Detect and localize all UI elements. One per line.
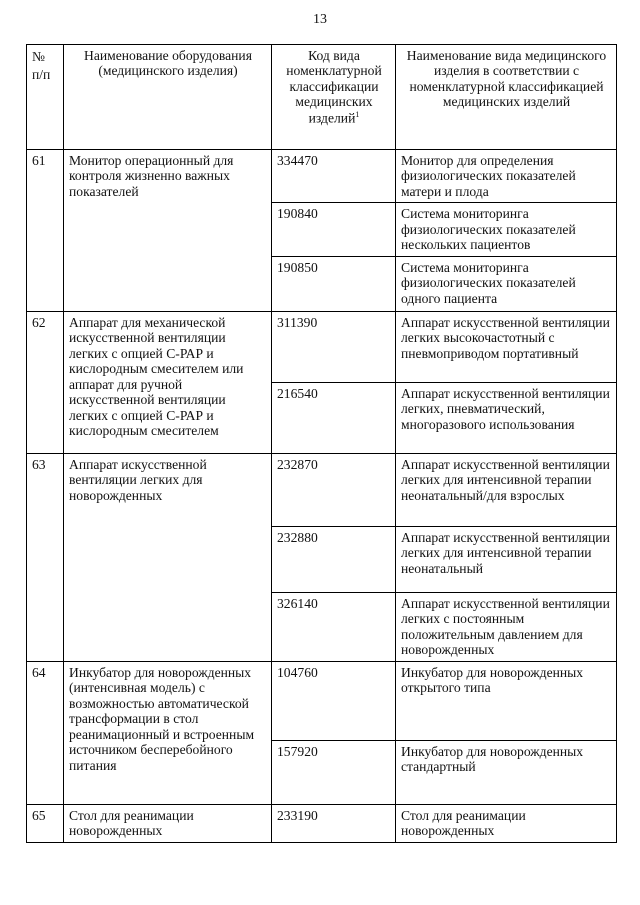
table-row	[27, 804, 617, 842]
row-type: Аппарат искусственной вентиляции легких для интенсивной терапии неонатальный	[396, 526, 617, 592]
row-type: Монитор для определения физиологических показателей матери и плода	[396, 150, 617, 203]
row-code: 190840	[272, 203, 396, 256]
row-type: Инкубатор для новорожденных открытого типа	[396, 661, 617, 740]
row-code: 311390	[272, 311, 396, 382]
row-name: Стол для реанимации новорожденных	[64, 804, 272, 842]
row-num: 65	[27, 804, 64, 842]
row-type: Стол для реанимации новорожденных	[396, 804, 617, 842]
table-row	[27, 150, 617, 203]
table-row	[27, 661, 617, 740]
row-num: 62	[27, 311, 64, 453]
row-name: Аппарат искусственной вентиляции легких для новорожденных	[64, 453, 272, 661]
row-num: 63	[27, 453, 64, 661]
header-code-footnote: 1	[355, 109, 360, 119]
table-header-row	[27, 45, 617, 150]
equipment-table	[26, 44, 617, 843]
row-type: Инкубатор для новорожденных стандартный	[396, 740, 617, 804]
row-code: 216540	[272, 382, 396, 453]
row-name: Монитор операционный для контроля жизненно важных показателей	[64, 150, 272, 312]
row-code: 232870	[272, 453, 396, 526]
header-code-text: Код вида номенклатурной классификации медицинских изделий	[286, 48, 382, 126]
header-num-line1: №	[32, 49, 45, 64]
row-type: Система мониторинга физиологических показателей нескольких пациентов	[396, 203, 617, 256]
header-num-line2: п/п	[32, 66, 51, 82]
row-name: Инкубатор для новорожденных (интенсивная модель) с возможностью автоматической трансформации в стол реанимационный и встроенным источником бесперебойного питания	[64, 661, 272, 804]
row-num: 61	[27, 150, 64, 312]
header-type: Наименование вида медицинского изделия в соответствии с номенклатурной классификацией медицинских изделий	[396, 45, 617, 150]
table-row	[27, 311, 617, 382]
row-code: 334470	[272, 150, 396, 203]
row-code: 232880	[272, 526, 396, 592]
row-num: 64	[27, 661, 64, 804]
header-num	[27, 45, 64, 150]
row-code: 233190	[272, 804, 396, 842]
header-code	[272, 45, 396, 150]
header-name: Наименование оборудования (медицинского изделия)	[64, 45, 272, 150]
row-code: 326140	[272, 592, 396, 661]
table-row	[27, 453, 617, 526]
row-type: Система мониторинга физиологических показателей одного пациента	[396, 256, 617, 311]
row-type: Аппарат искусственной вентиляции легких высокочастотный с пневмоприводом портативный	[396, 311, 617, 382]
page-number: 13	[313, 12, 327, 27]
row-type: Аппарат искусственной вентиляции легких, пневматический, многоразового использования	[396, 382, 617, 453]
row-code: 190850	[272, 256, 396, 311]
row-type: Аппарат искусственной вентиляции легких с постоянным положительным давлением для новорожденных	[396, 592, 617, 661]
row-name: Аппарат для механической искусственной вентиляции легких с опцией С-РАР и кислородным смесителем или аппарат для ручной искусственной вентиляции легких с опцией С-РАР и кислородным смесителем	[64, 311, 272, 453]
row-code: 157920	[272, 740, 396, 804]
row-code: 104760	[272, 661, 396, 740]
row-type: Аппарат искусственной вентиляции легких для интенсивной терапии неонатальный/для взрослых	[396, 453, 617, 526]
